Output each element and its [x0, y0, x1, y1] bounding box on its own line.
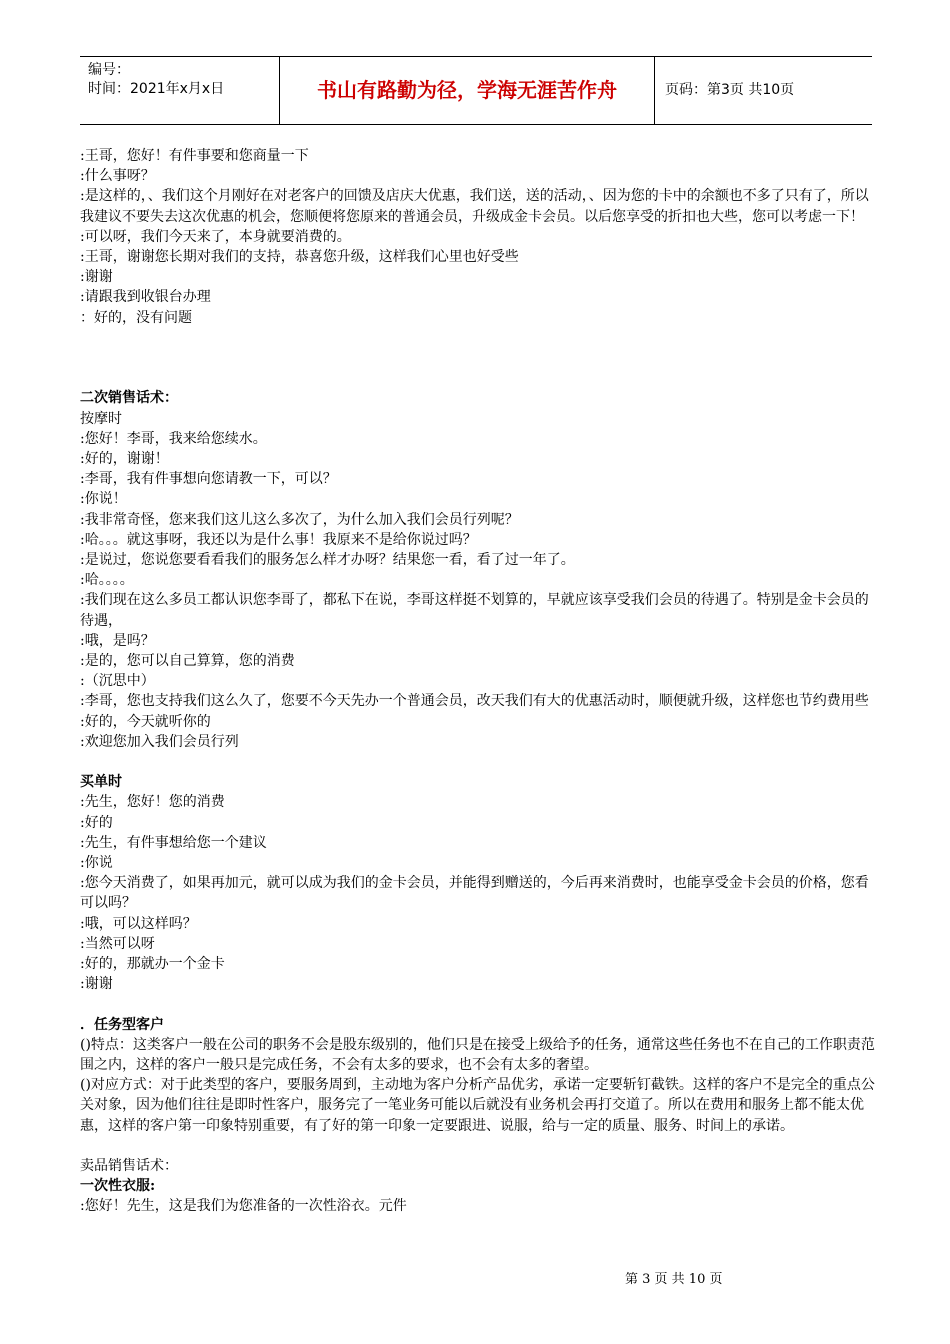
dialogue-line: :哈。。。。	[80, 572, 134, 589]
dialogue-line: :当然可以呀	[80, 935, 155, 952]
dialogue-line: ：好的，没有问题	[80, 309, 192, 326]
dialogue-line: :王哥，您好！有件事要和您商量一下	[80, 148, 309, 164]
dialogue-line: :你说	[80, 855, 113, 872]
dialogue-line: :你说！	[80, 491, 127, 508]
section-heading: 卖品销售话术：	[80, 1158, 178, 1175]
dialogue-line: :您今天消费了，如果再加元，就可以成为我们的金卡会员，并能得到赠送的，今后再来消费时，也能享受金卡会员的价格，您看可以吗？	[80, 875, 869, 912]
dialogue-line: :（沉思中）	[80, 673, 155, 690]
section-subheading: 按摩时	[80, 410, 122, 427]
dialogue-line: :可以呀，我们今天来了，本身就要消费的。	[80, 228, 351, 245]
section-heading: ．任务型客户	[80, 1016, 164, 1033]
dialogue-line: :谢谢	[80, 976, 113, 993]
dialogue-line: :欢迎您加入我们会员行列	[80, 733, 239, 750]
dialogue-line: :王哥，谢谢您长期对我们的支持，恭喜您升级，这样我们心里也好受些	[80, 249, 519, 266]
document-time-label: 时间：2021年x月x日	[88, 81, 225, 97]
dialogue-line: :什么事呀？	[80, 168, 155, 185]
dialogue-line: :好的，那就办一个金卡	[80, 956, 225, 973]
page-header	[80, 56, 872, 125]
dialogue-line: :您好！先生，这是我们为您准备的一次性浴衣。元件	[80, 1198, 407, 1215]
dialogue-line: :我们现在这么多员工都认识您李哥了，都私下在说，李哥这样挺不划算的，早就应该享受我们会员的待遇了。特别是金卡会员的待遇，	[80, 592, 869, 629]
dialogue-line: :是说过，您说您要看看我们的服务怎么样才办呀？结果您一看，看了过一年了。	[80, 552, 575, 569]
dialogue-line: :请跟我到收银台办理	[80, 289, 211, 306]
dialogue-line: :先生，有件事想给您一个建议	[80, 834, 267, 851]
dialogue-line: :好的	[80, 814, 113, 831]
paragraph: ()特点：这类客户一般在公司的职务不会是股东级别的，他们只是在接受上级给予的任务，通常这些任务也不在自己的工作职责范围之内，这样的客户一般只是完成任务，不会有太多的要求，也不会有太多的奢望。	[80, 1036, 875, 1074]
document-body	[80, 146, 880, 1217]
dialogue-line: :谢谢	[80, 269, 113, 286]
dialogue-line: :哦，是吗？	[80, 632, 155, 649]
dialogue-line: :是的，您可以自己算算，您的消费	[80, 653, 295, 670]
section-subheading: 一次性衣服:	[80, 1178, 156, 1195]
dialogue-line: :是这样的，、我们这个月刚好在对老客户的回馈及店庆大优惠，我们送，送的活动，、因为您的卡中的余额也不多了只有了，所以我建议不要失去这次优惠的机会，您顺便将您原来的普通会员，升级成金卡会员。以后您享受的折扣也大些，您可以考虑一下！	[80, 188, 869, 225]
dialogue-line: :先生，您好！您的消费	[80, 794, 225, 811]
section-heading: 二次销售话术：	[80, 390, 178, 407]
section-heading: 买单时	[80, 774, 122, 791]
header-meta	[80, 57, 280, 124]
page-footer: 第 3 页 共 10 页	[625, 1272, 723, 1287]
dialogue-line: :我非常奇怪，您来我们这儿这么多次了，为什么加入我们会员行列呢？	[80, 511, 519, 528]
dialogue-line: :哈。。。就这事呀，我还以为是什么事！我原来不是给你说过吗？	[80, 531, 477, 548]
header-motto: 书山有路勤为径，学海无涯苦作舟	[280, 57, 655, 124]
document-number-label: 编号：	[88, 62, 130, 78]
dialogue-line: :李哥，您也支持我们这么久了，您要不今天先办一个普通会员，改天我们有大的优惠活动时，顺便就升级，这样您也节约费用些	[80, 693, 869, 710]
dialogue-line: :好的，今天就听你的	[80, 713, 211, 730]
paragraph: ()对应方式：对于此类型的客户，要服务周到，主动地为客户分析产品优劣，承诺一定要斩钉截铁。这样的客户不是完全的重点公关对象，因为他们往往是即时性客户，服务完了一笔业务可能以后就没有业务机会再打交道了。所以在费用和服务上都不能太优惠，这样的客户第一印象特别重要，有了好的第一印象一定要跟进、说服，给与一定的质量、服务、时间上的承诺。	[80, 1077, 875, 1134]
dialogue-line: :李哥，我有件事想向您请教一下，可以？	[80, 471, 337, 488]
dialogue-line: :哦，可以这样吗？	[80, 915, 197, 932]
dialogue-line: :您好！李哥，我来给您续水。	[80, 430, 267, 447]
header-page-info: 页码：第3页 共10页	[665, 82, 795, 98]
dialogue-line: :好的，谢谢！	[80, 451, 169, 467]
